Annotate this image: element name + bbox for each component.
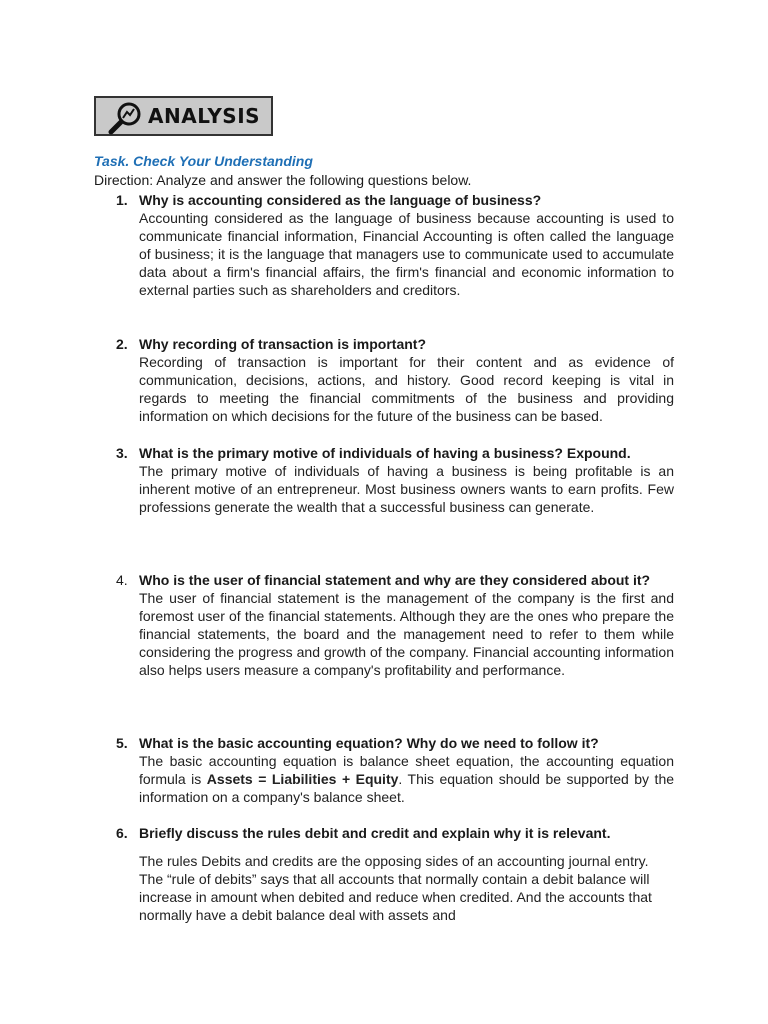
question-number: 2. [116, 336, 128, 352]
task-heading: Task. Check Your Understanding [94, 153, 313, 169]
magnifier-chart-icon [108, 101, 142, 135]
banner-title: ANALYSIS [148, 104, 261, 128]
question-item [116, 734, 674, 806]
question-text: What is the basic accounting equation? Why do we need to follow it? [139, 735, 599, 751]
question-text: Who is the user of financial statement and why are they considered about it? [139, 572, 651, 588]
answer-text [139, 752, 674, 806]
answer-text-part: The basic accounting equation is balance sheet equation, the accounting equation formula is [139, 753, 674, 787]
question-text: What is the primary motive of individuals of having a business? Expound. [139, 445, 631, 461]
question-text: Why recording of transaction is important? [139, 336, 427, 352]
question-text: Briefly discuss the rules debit and credit and explain why it is relevant. [139, 825, 611, 841]
question-number: 3. [116, 445, 128, 461]
answer-text: The rules Debits and credits are the opposing sides of an accounting journal entry. The “rule of debits” says that all accounts that normally contain a debit balance will increase in amount when debited and reduce when credited. And the accounts that normally have a debit balance deal with assets and [139, 853, 652, 923]
question-item [116, 444, 674, 516]
question-item [116, 335, 674, 425]
question-number: 4. [116, 572, 128, 588]
answer-text: Recording of transaction is important for their content and as evidence of communication, decisions, actions, and history. Good record keeping is vital in regards to meeting the financial commitments of the business and providing information on which decisions for the future of the business can be based. [139, 354, 674, 424]
question-number: 6. [116, 825, 128, 841]
question-number: 1. [116, 192, 128, 208]
accounting-equation: Assets = Liabilities + Equity [206, 771, 399, 787]
question-text: Why is accounting considered as the language of business? [139, 192, 542, 208]
answer-text: The primary motive of individuals of having a business is being profitable is an inherent motive of an entrepreneur. Most business owners wants to earn profits. Few professions generate the wealth that a successful business can generate. [139, 463, 674, 515]
answer-text: The user of financial statement is the management of the company is the first and foremost user of the financial statements. Although they are the ones who prepare the financial statements, the board and the management need to refer to them while considering the progress and growth of the company. Financial accounting information also helps users measure a company's profitability and performance. [139, 590, 674, 678]
question-item [116, 571, 674, 679]
analysis-banner [94, 96, 273, 136]
question-item [116, 191, 674, 299]
answer-text-part: . This equation should be supported by the information on a company's balance sheet. [139, 771, 675, 805]
direction-text: Direction: Analyze and answer the following questions below. [94, 172, 472, 188]
question-item [116, 824, 674, 924]
answer-text: Accounting considered as the language of business because accounting is used to communicate financial information, Financial Accounting is often called the language of business; it is the language that managers use to communicate used to accumulate data about a firm's financial affairs, the firm's financial and economic information to external parties such as shareholders and creditors. [139, 210, 674, 298]
question-number: 5. [116, 735, 128, 751]
